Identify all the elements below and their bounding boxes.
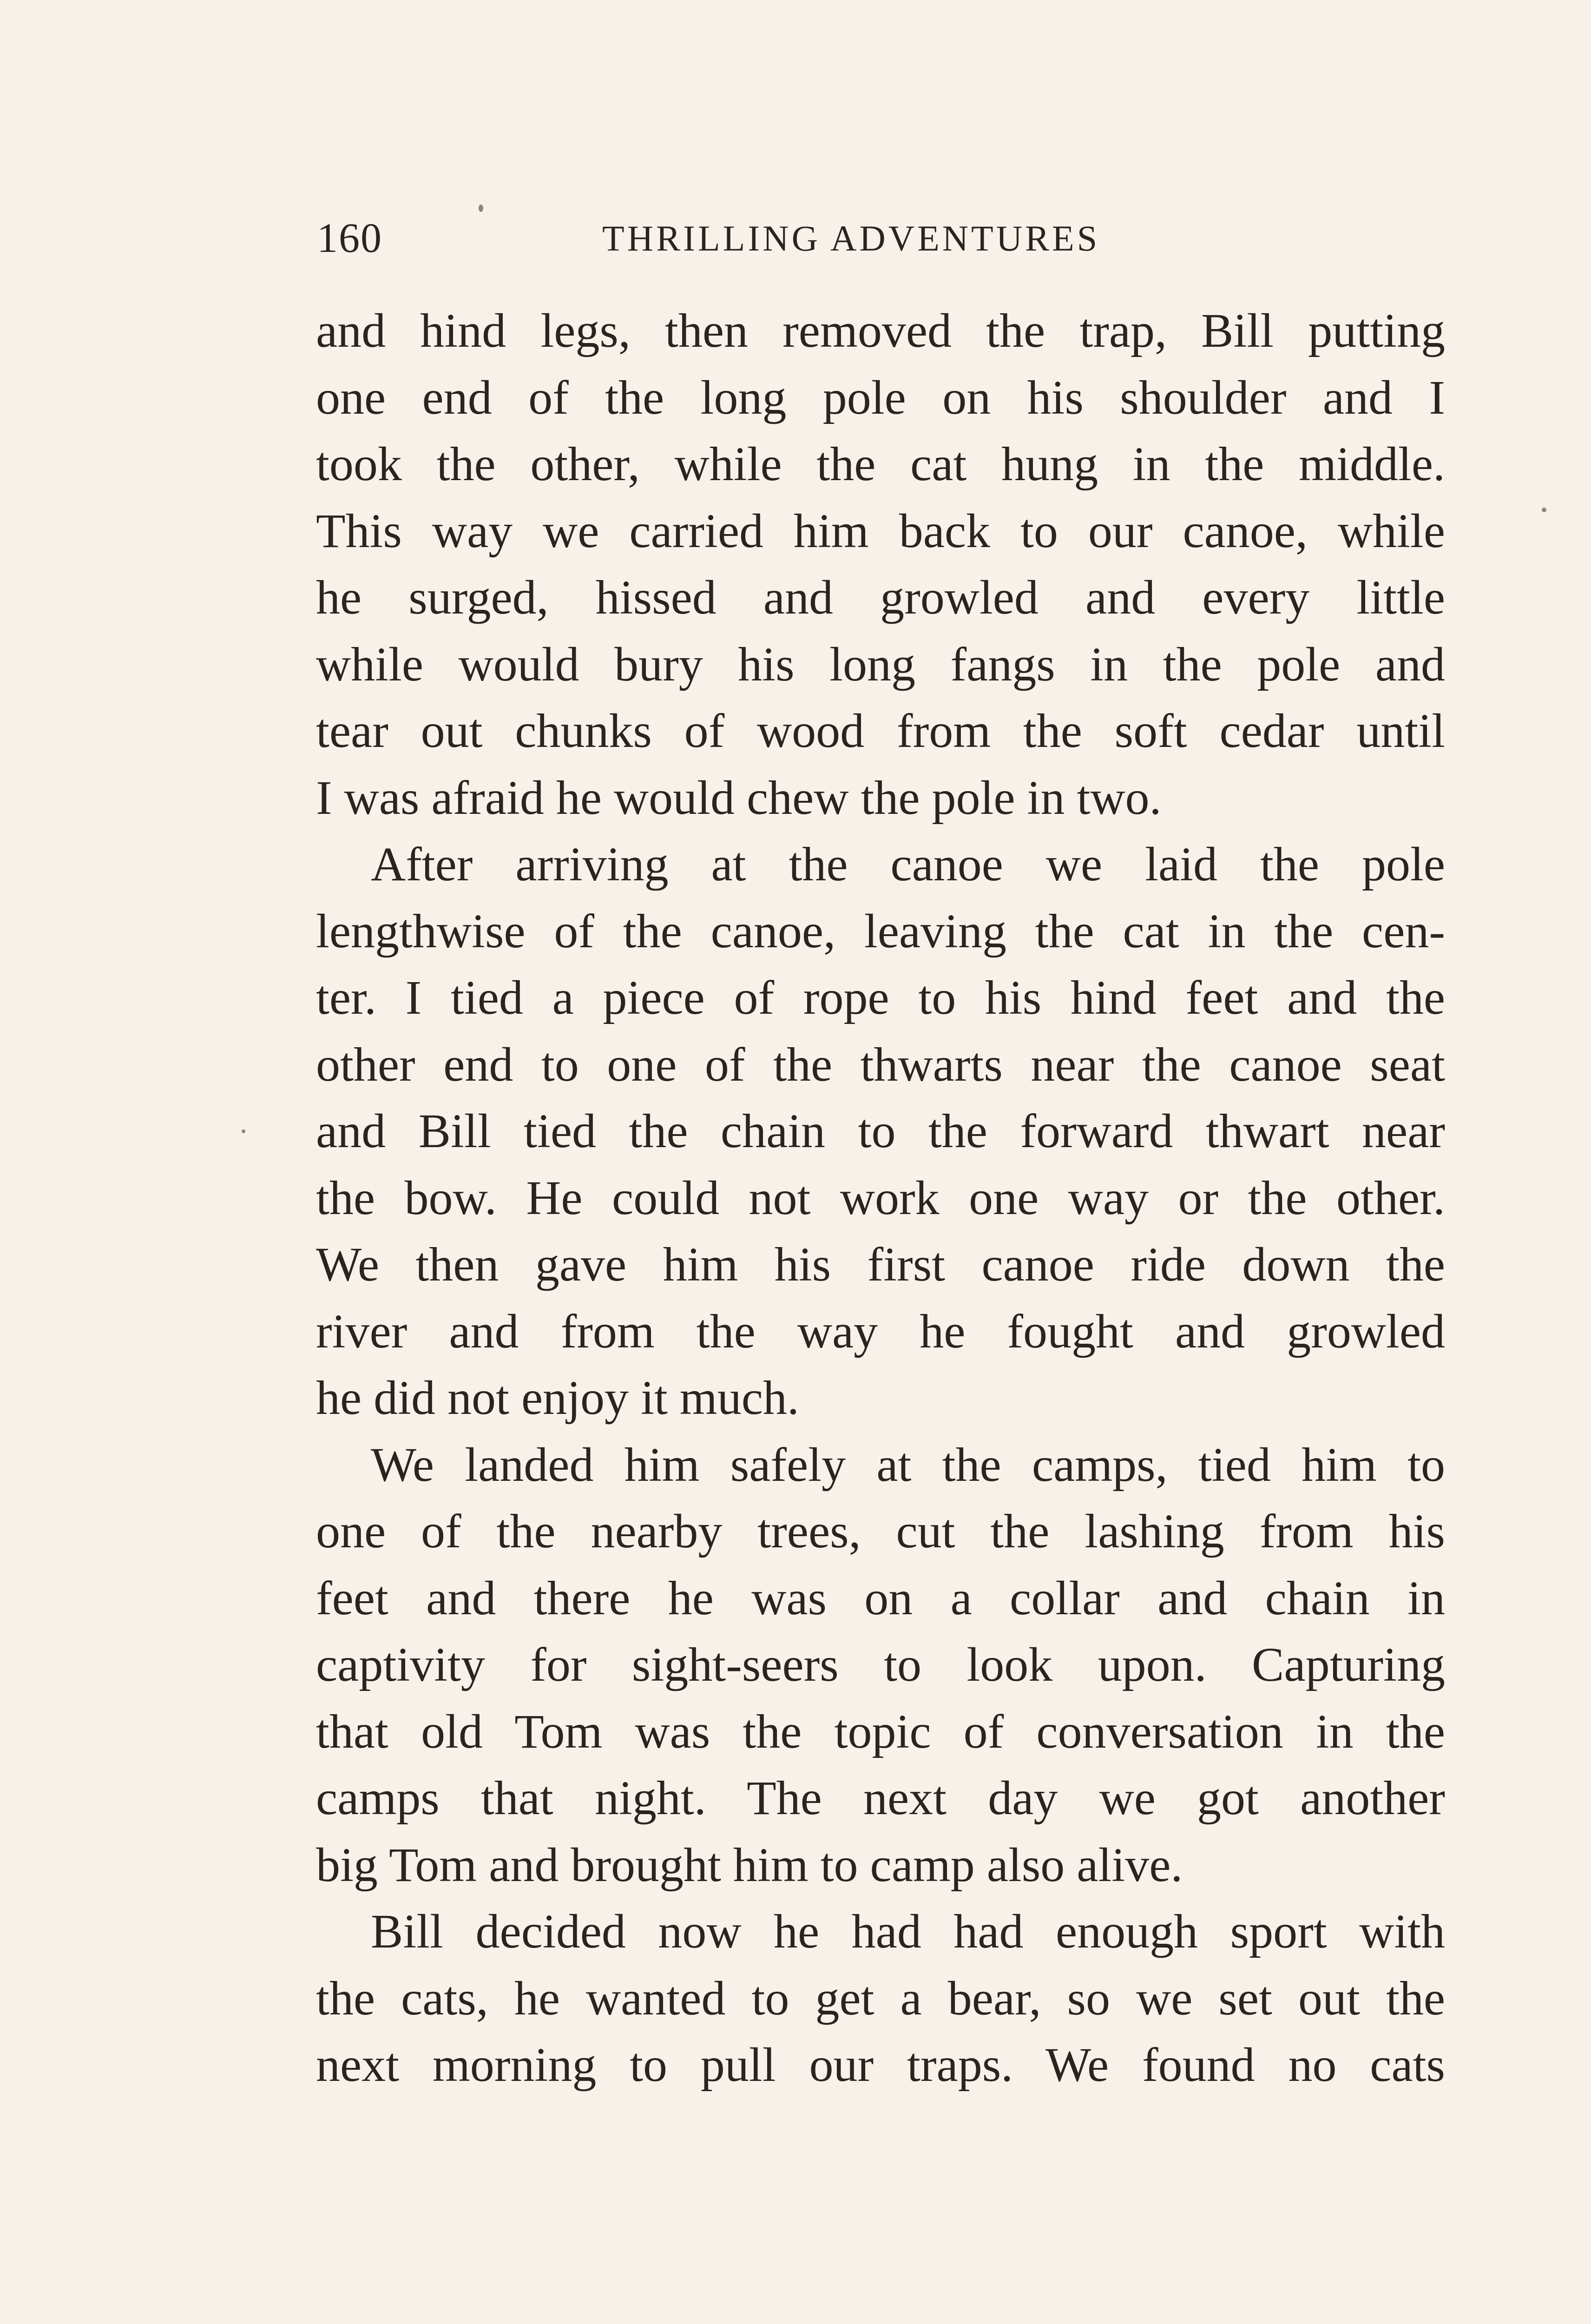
text-line: other end to one of the thwarts near the canoe seat: [316, 1037, 1445, 1091]
text-line: camps that night. The next day we got another: [316, 1771, 1445, 1825]
text-line: the bow. He could not work one way or the other.: [316, 1171, 1445, 1225]
text-line: This way we carried him back to our canoe, while: [316, 504, 1445, 558]
text-line: the cats, he wanted to get a bear, so we set out the: [316, 1971, 1445, 2025]
text-line: tear out chunks of wood from the soft cedar until: [316, 704, 1445, 758]
text-line: lengthwise of the canoe, leaving the cat in the cen-: [316, 904, 1445, 958]
paragraph-start-line: We landed him safely at the camps, tied him to: [371, 1438, 1445, 1492]
text-line: one end of the long pole on his shoulder and I: [316, 370, 1445, 424]
paragraph-start-line: Bill decided now he had had enough sport with: [371, 1905, 1445, 1958]
text-line: river and from the way he fought and growled: [316, 1304, 1445, 1358]
text-line: and Bill tied the chain to the forward thwart near: [316, 1104, 1445, 1158]
text-line: next morning to pull our traps. We found no cats: [316, 2038, 1445, 2092]
page-number: 160: [317, 215, 382, 261]
running-title: THRILLING ADVENTURES: [602, 218, 1100, 258]
paper-speck: [242, 1129, 245, 1133]
text-line: he did not enjoy it much.: [316, 1371, 799, 1425]
text-line: he surged, hissed and growled and every little: [316, 571, 1445, 624]
text-line: We then gave him his first canoe ride down the: [316, 1238, 1445, 1291]
text-line: feet and there he was on a collar and chain in: [316, 1571, 1445, 1625]
paper-speck: [1542, 508, 1546, 512]
text-line: ter. I tied a piece of rope to his hind feet and the: [316, 971, 1445, 1024]
body-text: [316, 297, 1445, 2099]
paragraph-start-line: After arriving at the canoe we laid the pole: [371, 838, 1445, 891]
text-line: big Tom and brought him to camp also alive.: [316, 1838, 1183, 1892]
paper-speck: [479, 205, 483, 212]
running-head: [317, 213, 1153, 264]
text-line: and hind legs, then removed the trap, Bill putting: [316, 304, 1445, 357]
text-line: that old Tom was the topic of conversation in the: [316, 1704, 1445, 1758]
text-line: took the other, while the cat hung in the middle.: [316, 437, 1445, 491]
text-line: I was afraid he would chew the pole in two.: [316, 771, 1162, 825]
text-line: one of the nearby trees, cut the lashing from his: [316, 1505, 1445, 1558]
text-line: while would bury his long fangs in the pole and: [316, 637, 1445, 691]
text-line: captivity for sight-seers to look upon. Capturing: [316, 1638, 1445, 1691]
